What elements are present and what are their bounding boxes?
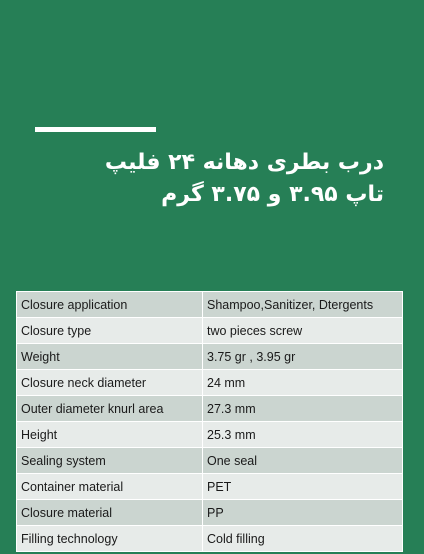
- table-row: [17, 344, 403, 370]
- spec-value: One seal: [203, 448, 403, 474]
- spec-label: Container material: [17, 474, 203, 500]
- spec-value: 24 mm: [203, 370, 403, 396]
- spec-label: Closure application: [17, 292, 203, 318]
- spec-label: Sealing system: [17, 448, 203, 474]
- page-title: [54, 147, 384, 211]
- table-row: [17, 474, 403, 500]
- page-title-line-1: درب بطری دهانه ۲۴ فلیپ: [104, 150, 384, 175]
- spec-table: [16, 291, 403, 552]
- spec-label: Height: [17, 422, 203, 448]
- table-row: [17, 318, 403, 344]
- table-row: [17, 448, 403, 474]
- spec-label: Outer diameter knurl area: [17, 396, 203, 422]
- table-row: [17, 292, 403, 318]
- spec-label: Closure neck diameter: [17, 370, 203, 396]
- spec-label: Closure type: [17, 318, 203, 344]
- spec-label: Weight: [17, 344, 203, 370]
- spec-value: 3.75 gr , 3.95 gr: [203, 344, 403, 370]
- table-row: [17, 526, 403, 552]
- table-row: [17, 500, 403, 526]
- spec-value: PET: [203, 474, 403, 500]
- spec-value: 27.3 mm: [203, 396, 403, 422]
- table-row: [17, 370, 403, 396]
- page-title-line-2: تاپ ۳.۹۵ و ۳.۷۵ گرم: [161, 182, 384, 207]
- spec-label: Closure material: [17, 500, 203, 526]
- spec-value: Cold filling: [203, 526, 403, 552]
- table-row: [17, 396, 403, 422]
- accent-bar: [35, 127, 156, 132]
- spec-value: 25.3 mm: [203, 422, 403, 448]
- spec-value: two pieces screw: [203, 318, 403, 344]
- spec-value: PP: [203, 500, 403, 526]
- spec-label: Filling technology: [17, 526, 203, 552]
- spec-value: Shampoo,Sanitizer, Dtergents: [203, 292, 403, 318]
- table-row: [17, 422, 403, 448]
